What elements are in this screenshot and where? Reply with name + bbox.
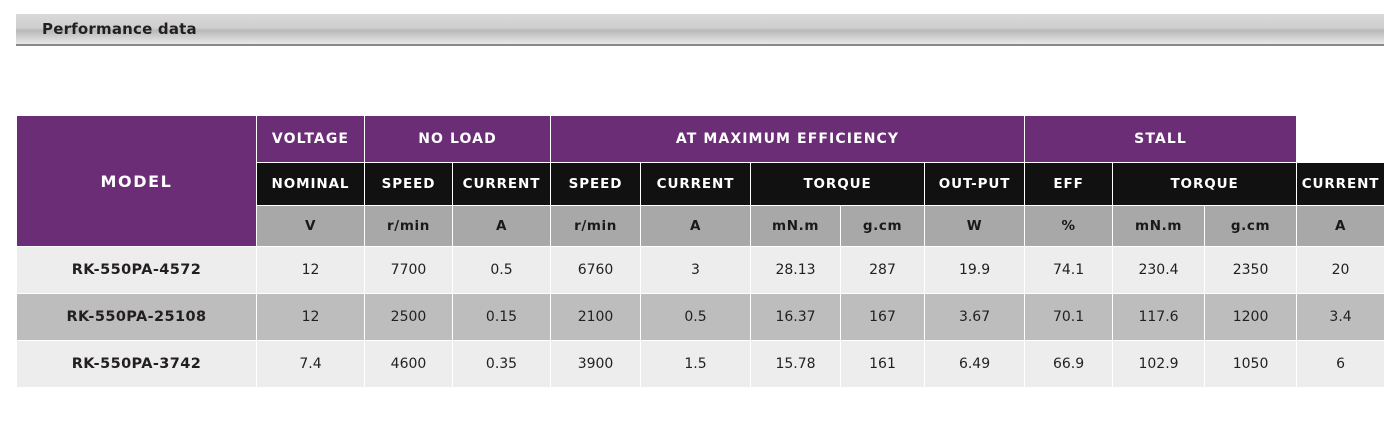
table-row xyxy=(17,294,1385,341)
page-title: Performance data xyxy=(42,20,197,38)
row-cell: 3.4 xyxy=(1297,294,1385,341)
row-cell: 74.1 xyxy=(1025,247,1113,294)
performance-data-table xyxy=(16,115,1385,388)
row-cell: 12 xyxy=(257,247,365,294)
row-cell: 0.35 xyxy=(453,341,551,388)
unit-nominal-voltage: V xyxy=(257,206,365,247)
unit-eff-percent: % xyxy=(1025,206,1113,247)
sub-header-noload-speed: SPEED xyxy=(365,163,453,206)
row-cell: 102.9 xyxy=(1113,341,1205,388)
sub-header-stall-current: CURRENT xyxy=(1297,163,1385,206)
row-cell: 167 xyxy=(841,294,925,341)
table-group-header-row xyxy=(17,116,1385,163)
row-cell: 2100 xyxy=(551,294,641,341)
row-cell: 3900 xyxy=(551,341,641,388)
group-header-stall: STALL xyxy=(1025,116,1297,163)
row-cell: 1200 xyxy=(1205,294,1297,341)
unit-stall-current-a: A xyxy=(1297,206,1385,247)
sub-header-eff: EFF xyxy=(1025,163,1113,206)
unit-noload-speed: r/min xyxy=(365,206,453,247)
row-cell: 66.9 xyxy=(1025,341,1113,388)
unit-maxeff-speed: r/min xyxy=(551,206,641,247)
row-model-name: RK-550PA-3742 xyxy=(17,341,257,388)
unit-output-w: W xyxy=(925,206,1025,247)
row-cell: 70.1 xyxy=(1025,294,1113,341)
row-model-name: RK-550PA-4572 xyxy=(17,247,257,294)
group-header-no-load: NO LOAD xyxy=(365,116,551,163)
table-row xyxy=(17,341,1385,388)
table-row xyxy=(17,247,1385,294)
row-cell: 0.5 xyxy=(641,294,751,341)
group-header-at-maximum-efficiency: AT MAXIMUM EFFICIENCY xyxy=(551,116,1025,163)
performance-data-table-wrapper xyxy=(16,115,1384,388)
section-header-bar xyxy=(16,14,1384,46)
sub-header-nominal: NOMINAL xyxy=(257,163,365,206)
row-cell: 117.6 xyxy=(1113,294,1205,341)
sub-header-maxeff-current: CURRENT xyxy=(641,163,751,206)
unit-noload-current: A xyxy=(453,206,551,247)
row-cell: 161 xyxy=(841,341,925,388)
row-cell: 0.5 xyxy=(453,247,551,294)
row-cell: 3.67 xyxy=(925,294,1025,341)
sub-header-stall-torque: TORQUE xyxy=(1113,163,1297,206)
header-model: MODEL xyxy=(17,116,257,247)
row-cell: 7.4 xyxy=(257,341,365,388)
row-cell: 16.37 xyxy=(751,294,841,341)
unit-stall-torque-mnm: mN.m xyxy=(1113,206,1205,247)
row-cell: 12 xyxy=(257,294,365,341)
row-cell: 1050 xyxy=(1205,341,1297,388)
row-cell: 2500 xyxy=(365,294,453,341)
row-cell: 6760 xyxy=(551,247,641,294)
sub-header-maxeff-speed: SPEED xyxy=(551,163,641,206)
row-cell: 287 xyxy=(841,247,925,294)
row-cell: 28.13 xyxy=(751,247,841,294)
row-cell: 19.9 xyxy=(925,247,1025,294)
row-cell: 6.49 xyxy=(925,341,1025,388)
row-cell: 2350 xyxy=(1205,247,1297,294)
row-cell: 20 xyxy=(1297,247,1385,294)
row-cell: 15.78 xyxy=(751,341,841,388)
unit-maxeff-torque-gcm: g.cm xyxy=(841,206,925,247)
row-cell: 3 xyxy=(641,247,751,294)
row-cell: 1.5 xyxy=(641,341,751,388)
sub-header-noload-current: CURRENT xyxy=(453,163,551,206)
row-cell: 0.15 xyxy=(453,294,551,341)
row-cell: 6 xyxy=(1297,341,1385,388)
row-model-name: RK-550PA-25108 xyxy=(17,294,257,341)
unit-stall-torque-gcm: g.cm xyxy=(1205,206,1297,247)
row-cell: 7700 xyxy=(365,247,453,294)
group-header-voltage: VOLTAGE xyxy=(257,116,365,163)
unit-maxeff-current: A xyxy=(641,206,751,247)
sub-header-maxeff-torque: TORQUE xyxy=(751,163,925,206)
row-cell: 230.4 xyxy=(1113,247,1205,294)
row-cell: 4600 xyxy=(365,341,453,388)
unit-maxeff-torque-mnm: mN.m xyxy=(751,206,841,247)
sub-header-output: OUT-PUT xyxy=(925,163,1025,206)
